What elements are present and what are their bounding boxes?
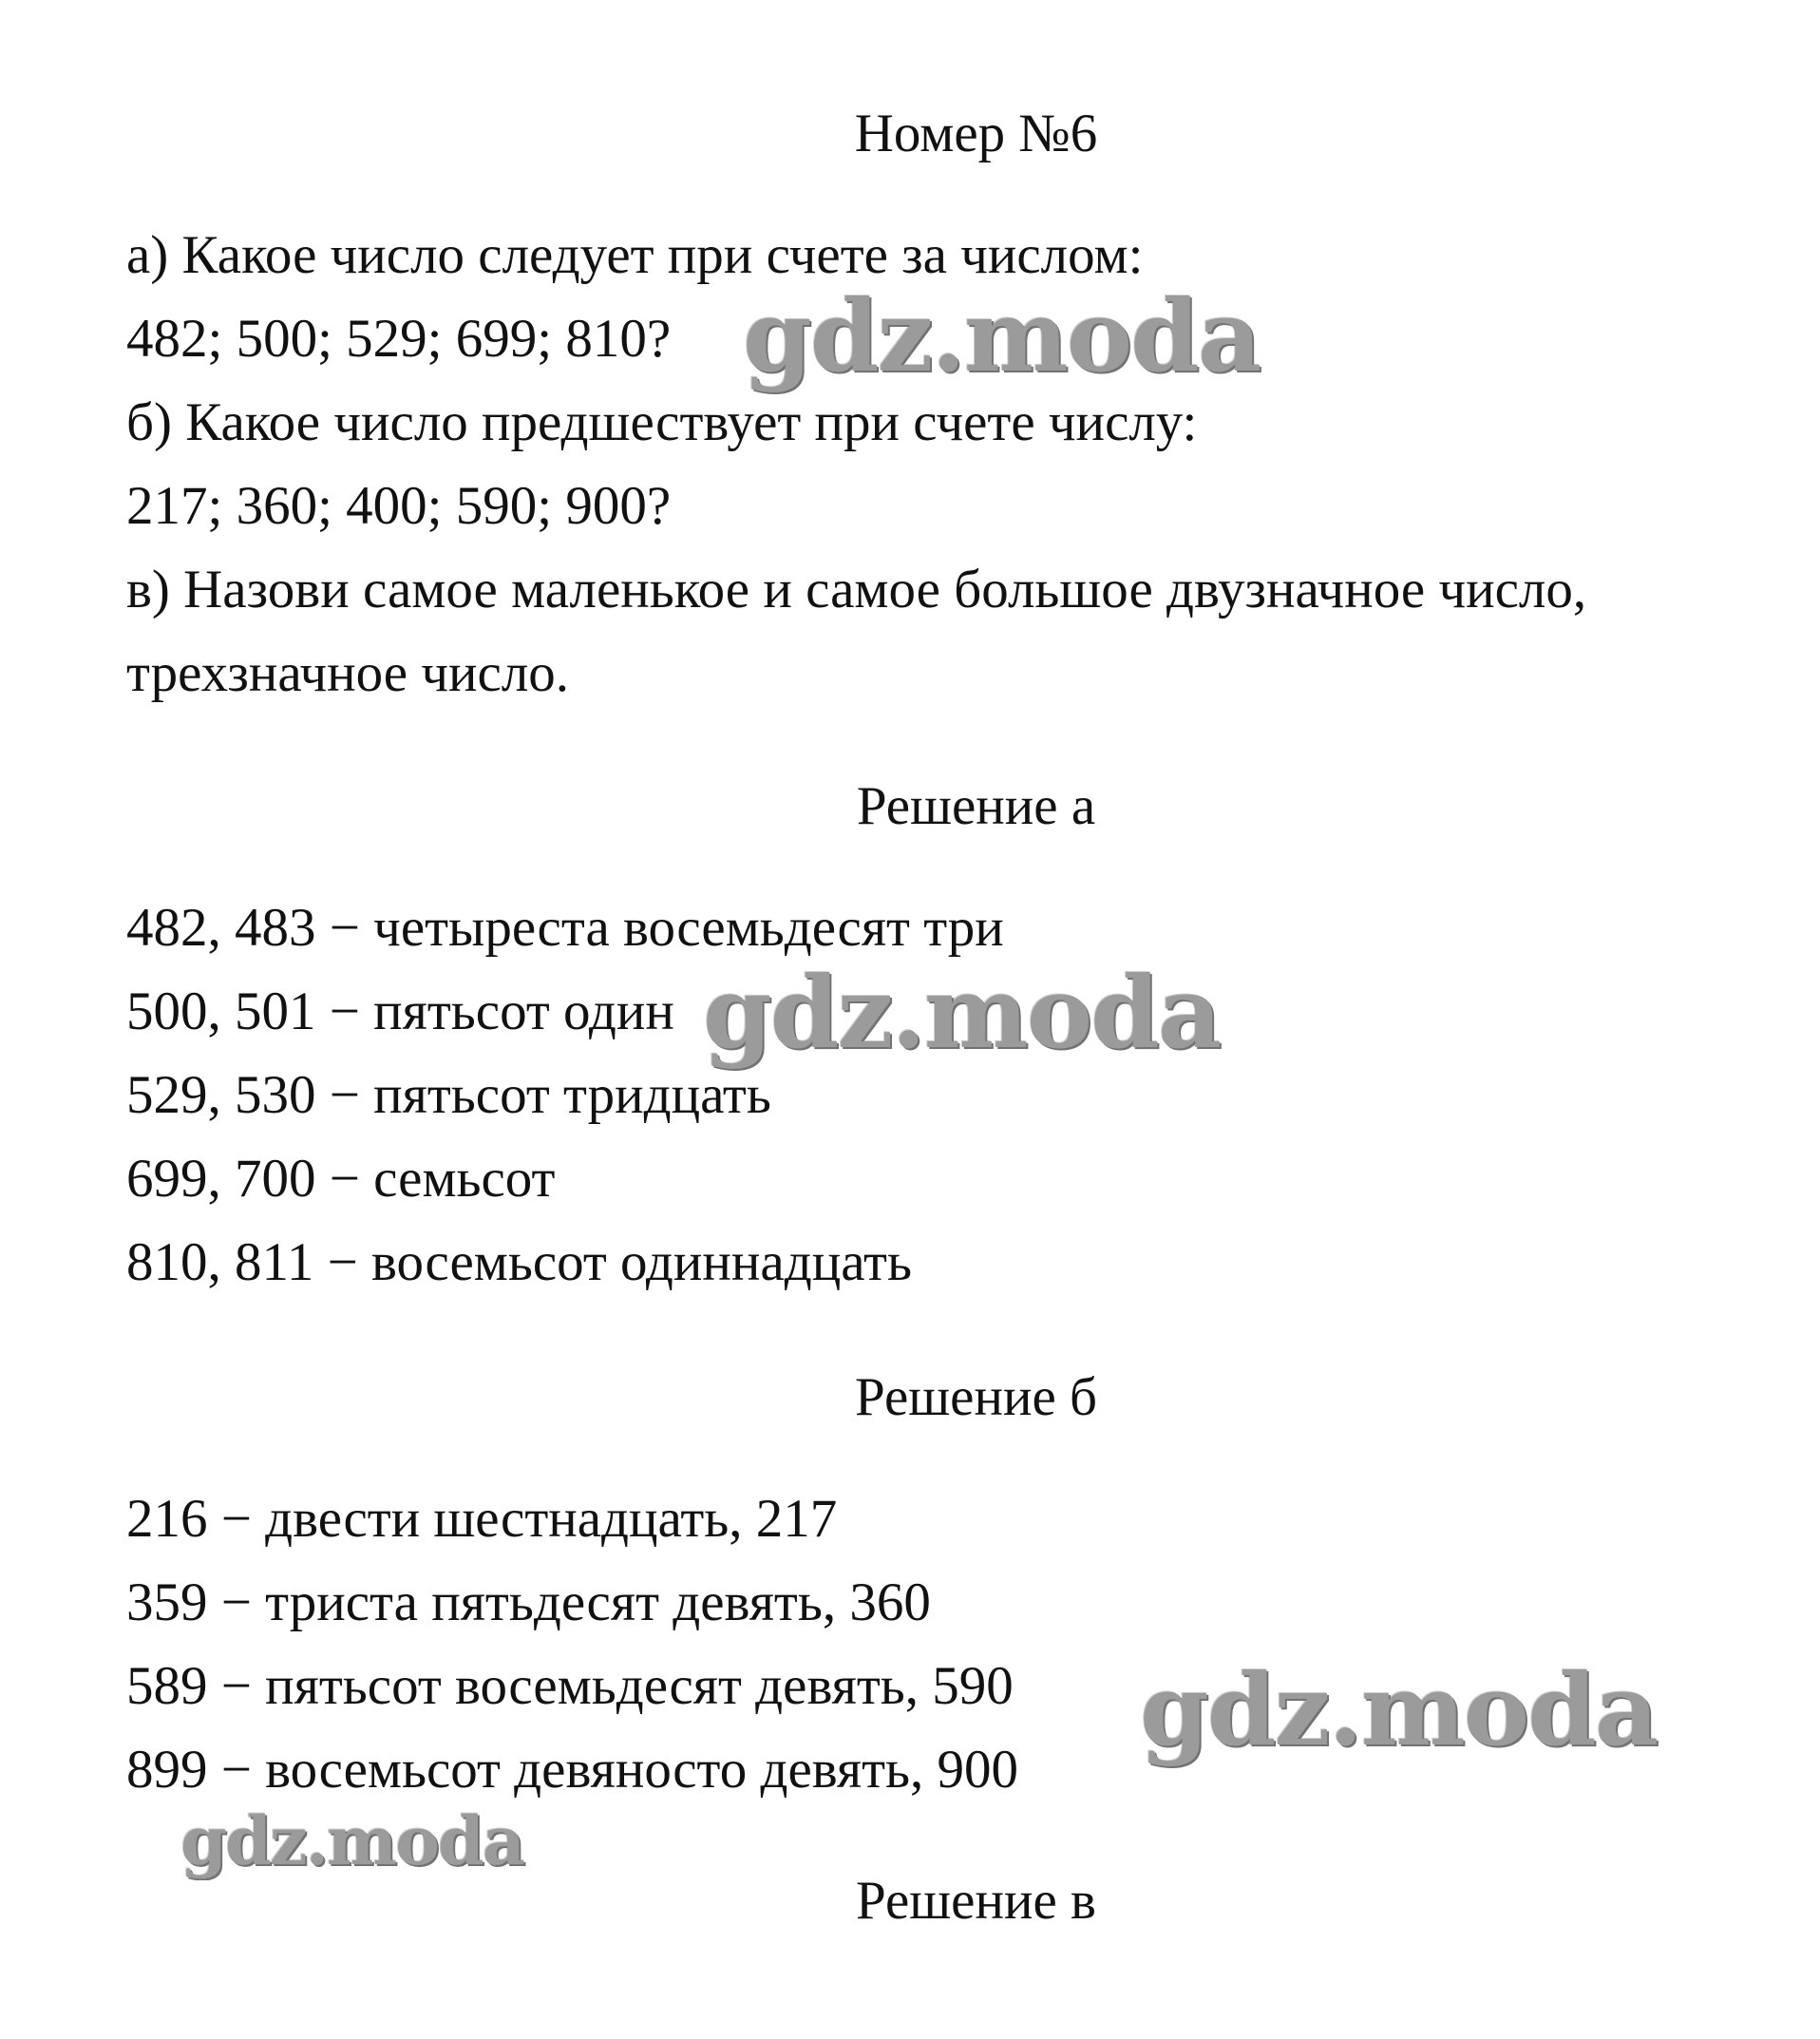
solution-a-heading: Решение а: [856, 776, 1096, 836]
solution-line: 589 − пятьсот восемьдесят девять, 590: [126, 1656, 1014, 1716]
solution-line: 500, 501 − пятьсот один: [126, 981, 674, 1041]
solution-line: 899 − восемьсот девяносто девять, 900: [126, 1740, 1019, 1800]
solution-line: 359 − триста пятьдесят девять, 360: [126, 1572, 931, 1632]
solution-c-heading: Решение в: [856, 1871, 1096, 1931]
watermark-logo: gdz.moda: [703, 954, 1221, 1071]
solution-line: 216 − двести шестнадцать, 217: [126, 1489, 838, 1549]
task-line: а) Какое число следует при счете за числом:: [126, 225, 1144, 285]
watermark-logo: gdz.moda: [743, 277, 1261, 394]
task-line: трехзначное число.: [126, 643, 570, 703]
task-line: 482; 500; 529; 699; 810?: [126, 309, 672, 369]
page-title: Номер №6: [854, 104, 1098, 163]
task-line: в) Назови самое маленькое и самое большое двузначное число,: [126, 560, 1587, 619]
solution-line: 482, 483 − четыреста восемьдесят три: [126, 898, 1004, 958]
solution-b-heading: Решение б: [855, 1367, 1097, 1427]
watermark-logo: gdz.moda: [180, 1801, 524, 1880]
solution-line: 699, 700 − семьсот: [126, 1149, 556, 1209]
watermark-logo: gdz.moda: [1140, 1651, 1658, 1768]
task-line: б) Какое число предшествует при счете числу:: [126, 392, 1198, 452]
solution-line: 529, 530 − пятьсот тридцать: [126, 1065, 771, 1125]
task-line: 217; 360; 400; 590; 900?: [126, 476, 672, 536]
solution-line: 810, 811 − восемьсот одиннадцать: [126, 1232, 912, 1292]
